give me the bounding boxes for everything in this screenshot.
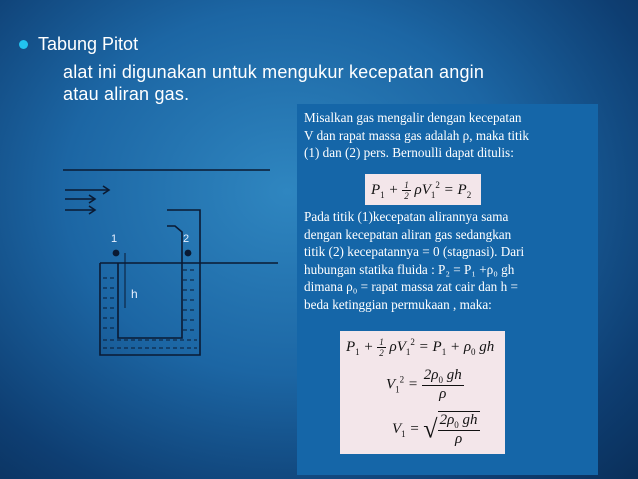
description-line-2: atau aliran gas. [63,84,190,104]
panel-paragraph-2 [304,208,596,313]
point-1-label: 1 [111,233,118,245]
velocity-derivation: $P_1$ + $\frac{1}{2}$ $\rho V_1^2 = P_1 + \rho_0$ gh $V_1^2$ = $\frac{2\rho_0 gh}{\rho}$ $V_1$ = √ $\frac{2\rho_0 gh}{\rho}$ [340,331,505,454]
panel-line: hubungan statika fluida : P₂ = P₁ +ρ₀ gh [304,261,515,277]
panel-line: (1) dan (2) pers. Bernoulli dapat ditulis: [304,145,514,160]
pitot-tube-diagram [55,160,285,370]
point-1-marker [113,250,120,257]
point-2-marker [185,250,192,257]
heading-text: Tabung Pitot [38,34,139,54]
panel-line: Pada titik (1)kecepatan alirannya sama [304,209,509,224]
panel-line: beda ketinggian permukaan , maka: [304,296,492,312]
description-line-1: alat ini digunakan untuk mengukur kecepatan angin [63,62,485,82]
bullet-dot-icon [19,40,28,49]
bernoulli-equation: $P_1$ + $\frac{1}{2}$ $\rho V_1^2 = P_2$ [365,174,481,205]
height-label: h [131,287,138,301]
u-tube-outer [100,210,200,355]
panel-line: titik (2) kecepatannya = 0 (stagnasi). Dari [304,244,525,259]
bullet-heading [19,34,638,55]
panel-line: dengan kecepatan aliran gas sedangkan [304,226,512,242]
u-tube-inner [118,226,182,338]
panel-line: Misalkan gas mengalir dengan kecepatan [304,110,522,125]
point-2-label: 2 [183,233,190,245]
panel-line: dimana ρ₀ = rapat massa zat cair dan h = [304,279,518,294]
panel-paragraph-1 [304,109,596,162]
panel-line: V dan rapat massa gas adalah ρ, maka titik [304,127,529,143]
